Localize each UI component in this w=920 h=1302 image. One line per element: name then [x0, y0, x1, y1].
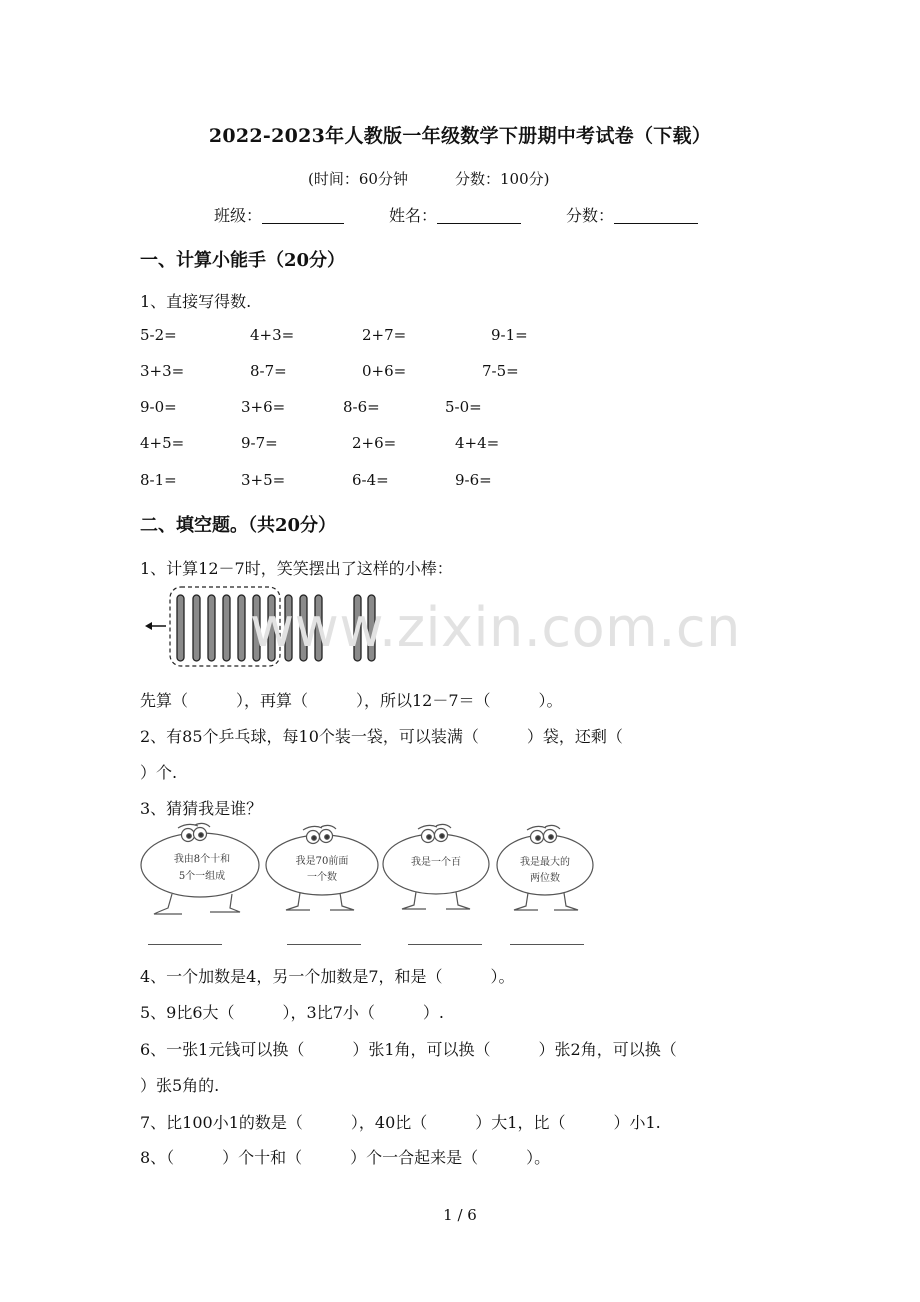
- equation: 7-5=: [482, 362, 519, 380]
- answer-line-4[interactable]: [510, 944, 584, 945]
- class-field: [214, 203, 344, 226]
- name-field: [389, 203, 521, 226]
- equation: 3+5=: [241, 471, 286, 489]
- question3: 3、猜猜我是谁？: [140, 799, 263, 818]
- equation: 9-7=: [241, 434, 278, 452]
- section2-question1: 1、计算12－7时，笑笑摆出了这样的小棒：: [140, 559, 453, 578]
- bubble-4-text: 我是最大的 两位数: [520, 857, 570, 884]
- equation: 9-6=: [455, 471, 492, 489]
- equation: 9-1=: [491, 326, 528, 344]
- page-number: 1 / 6: [443, 1206, 477, 1224]
- equation: 8-6=: [343, 398, 380, 416]
- class-label: 班级：: [214, 206, 263, 225]
- score-label: 分数：: [566, 206, 615, 225]
- equation: 5-0=: [445, 398, 482, 416]
- equation: 2+6=: [352, 434, 397, 452]
- question6: 6、一张1元钱可以换（ ）张1角，可以换（ ）张2角，可以换（: [140, 1040, 677, 1059]
- exam-total-score: 分数：100分): [455, 170, 550, 188]
- equation: 2+7=: [362, 326, 407, 344]
- question2: 2、有85个乒乓球，每10个装一袋，可以装满（ ）袋，还剩（: [140, 727, 623, 746]
- equation: 9-0=: [140, 398, 177, 416]
- bubble-2-text: 我是70前面 一个数: [295, 856, 349, 883]
- equation: 0+6=: [362, 362, 407, 380]
- question1-fill: 先算（ ），再算（ ），所以12－7＝（ ）。: [140, 691, 563, 710]
- question2-continued: ）个.: [140, 763, 178, 782]
- page-title: 2022-2023年人教版一年级数学下册期中考试卷（下载）: [208, 125, 712, 147]
- exam-time: (时间：60分钟: [308, 170, 408, 188]
- section1-heading: 一、计算小能手（20分）: [140, 250, 346, 271]
- question4: 4、一个加数是4，另一个加数是7，和是（ ）。: [140, 967, 515, 986]
- equation: 3+3=: [140, 362, 185, 380]
- section1-question1: 1、直接写得数.: [140, 292, 252, 311]
- watermark: www.zixin.com.cn: [250, 596, 741, 659]
- equation: 6-4=: [352, 471, 389, 489]
- name-label: 姓名：: [389, 206, 438, 225]
- equation: 4+5=: [140, 434, 185, 452]
- answer-line-3[interactable]: [408, 944, 482, 945]
- bubble-1-text: 我由8个十和 5个一组成: [173, 854, 231, 882]
- left-arrow-icon: [145, 622, 166, 630]
- bubble-3-text: 我是一个百: [411, 857, 461, 868]
- equation: 3+6=: [241, 398, 286, 416]
- section2-heading: 二、填空题。（共20分）: [140, 515, 337, 536]
- question8: 8、（ ）个十和（ ）个一合起来是（ ）。: [140, 1148, 551, 1167]
- score-blank[interactable]: [614, 207, 698, 224]
- equation: 5-2=: [140, 326, 177, 344]
- class-blank[interactable]: [262, 207, 344, 224]
- question5: 5、9比6大（ ），3比7小（ ）.: [140, 1003, 444, 1022]
- name-blank[interactable]: [437, 207, 521, 224]
- question6-continued: ）张5角的.: [140, 1076, 220, 1095]
- equation: 8-1=: [140, 471, 177, 489]
- answer-line-1[interactable]: [148, 944, 222, 945]
- score-field: [566, 203, 698, 226]
- question7: 7、比100小1的数是（ ），40比（ ）大1，比（ ）小1.: [140, 1113, 661, 1132]
- equation: 4+3=: [250, 326, 295, 344]
- equation: 8-7=: [250, 362, 287, 380]
- answer-line-2[interactable]: [287, 944, 361, 945]
- equation: 4+4=: [455, 434, 500, 452]
